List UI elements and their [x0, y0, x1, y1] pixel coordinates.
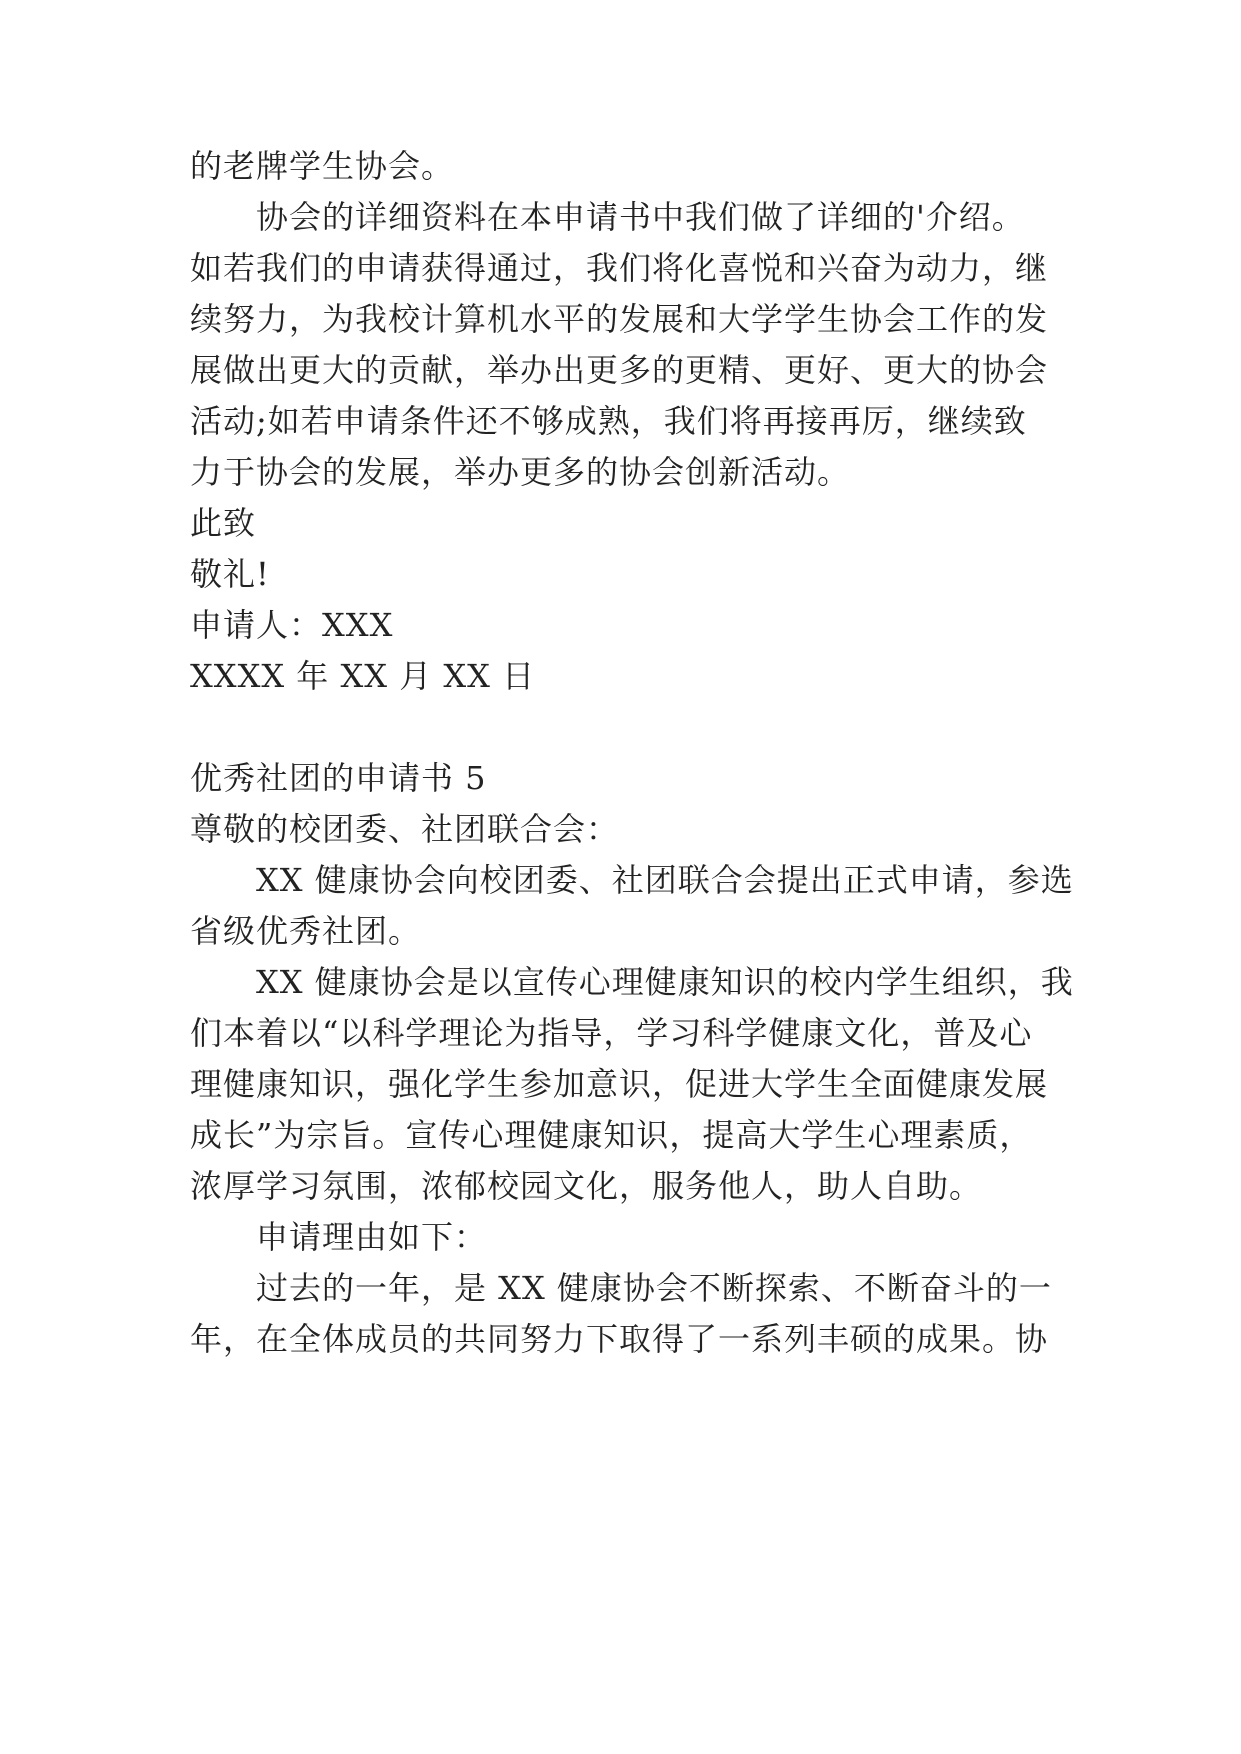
paragraph-line: 续努力，为我校计算机水平的发展和大学学生协会工作的发: [190, 300, 1049, 338]
applicant-line: 申请人：XXX: [190, 606, 394, 644]
paragraph-line: 成长”为宗旨。宣传心理健康知识，提高大学生心理素质，: [190, 1116, 1033, 1154]
date-line: XXXX 年 XX 月 XX 日: [190, 657, 536, 695]
paragraph-line: 省级优秀社团。: [190, 912, 422, 950]
salutation: 尊敬的校团委、社团联合会：: [190, 810, 620, 848]
paragraph-line: 活动;如若申请条件还不够成熟，我们将再接再厉，继续致: [190, 402, 1027, 440]
paragraph-line: 们本着以“以科学理论为指导，学习科学健康文化，普及心: [190, 1014, 1033, 1052]
paragraph-line: 协会的详细资料在本申请书中我们做了详细的'介绍。: [256, 198, 1025, 236]
closing-salutation: 敬礼!: [190, 555, 270, 593]
paragraph-line: XX 健康协会向校团委、社团联合会提出正式申请，参选: [256, 861, 1074, 899]
paragraph-line: 理健康知识，强化学生参加意识，促进大学生全面健康发展: [190, 1065, 1049, 1103]
closing-line: 此致: [190, 504, 257, 542]
paragraph-line: 过去的一年，是 XX 健康协会不断探索、不断奋斗的一: [256, 1269, 1052, 1307]
paragraph-line: 如若我们的申请获得通过，我们将化喜悦和兴奋为动力，继: [190, 249, 1049, 287]
paragraph-line: 年，在全体成员的共同努力下取得了一系列丰硕的成果。协: [190, 1320, 1049, 1358]
paragraph-line: 力于协会的发展，举办更多的协会创新活动。: [190, 453, 851, 491]
paragraph-line: XX 健康协会是以宣传心理健康知识的校内学生组织，我: [256, 963, 1074, 1001]
paragraph-line: 浓厚学习氛围，浓郁校园文化，服务他人，助人自助。: [190, 1167, 983, 1205]
paragraph-line: 的老牌学生协会。: [190, 147, 455, 185]
section-title: 优秀社团的申请书 5: [190, 759, 487, 797]
paragraph-line: 展做出更大的贡献，举办出更多的更精、更好、更大的协会: [190, 351, 1049, 389]
paragraph-line: 申请理由如下：: [256, 1218, 488, 1256]
